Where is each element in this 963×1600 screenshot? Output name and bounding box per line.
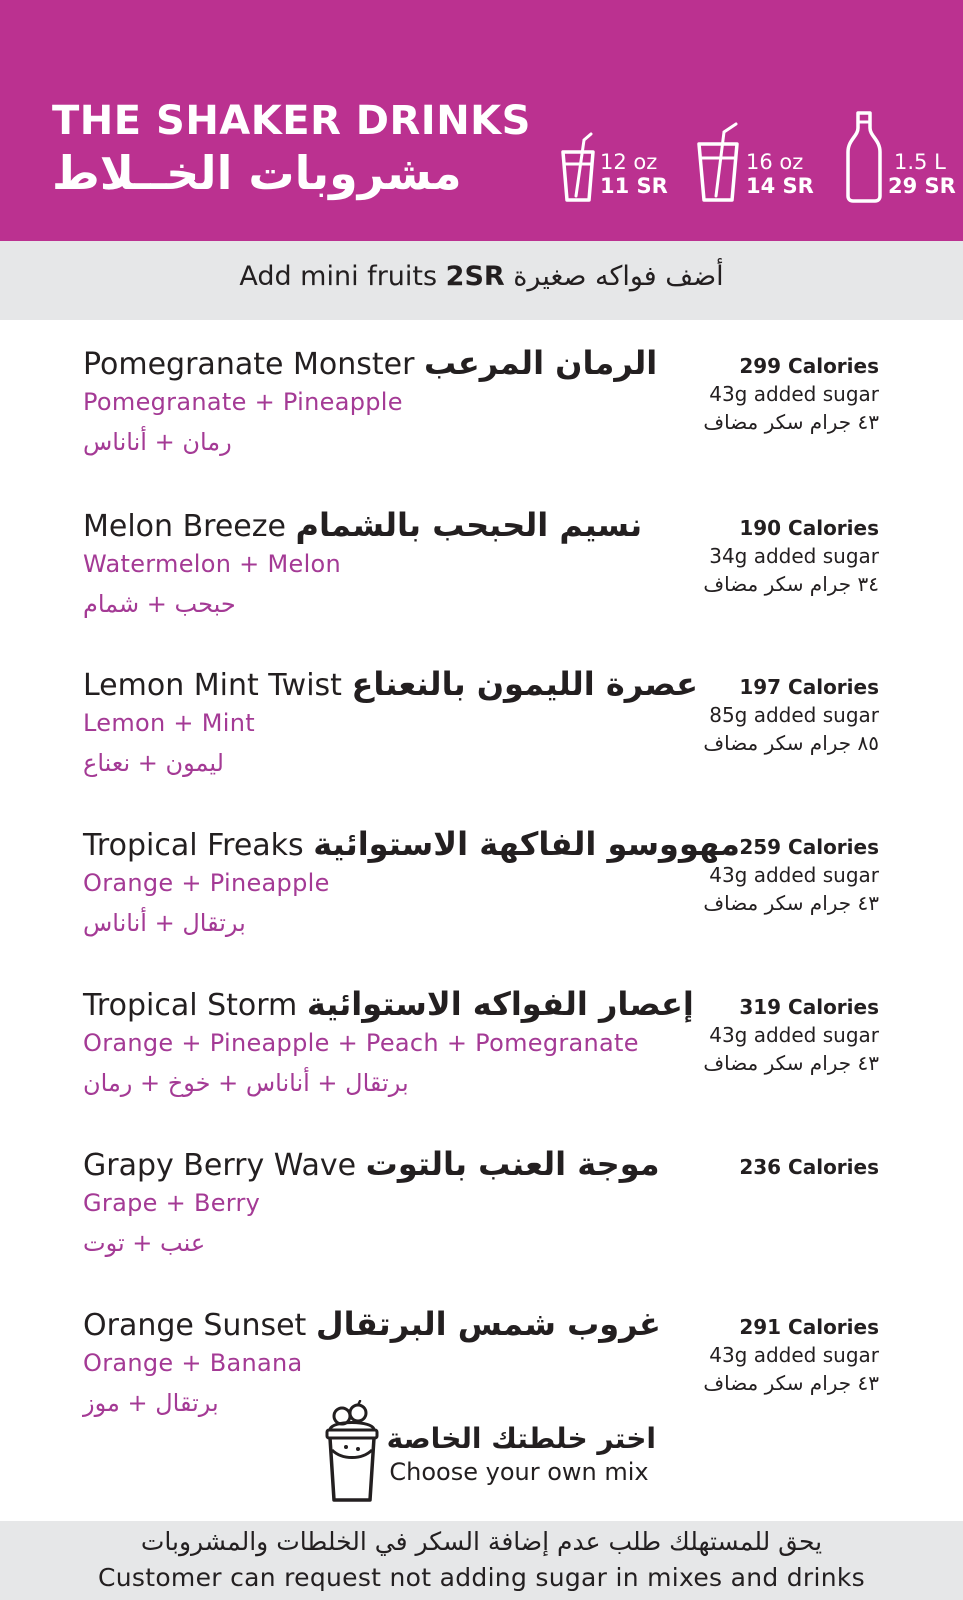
size-16oz bbox=[696, 110, 814, 210]
item-name bbox=[83, 506, 642, 544]
item-calories: 190 Calories bbox=[739, 516, 879, 540]
item-ingredients-en: Orange + Pineapple bbox=[83, 869, 330, 897]
size-label: 12 oz bbox=[600, 150, 658, 174]
item-name-en: Tropical Storm bbox=[83, 988, 298, 1023]
menu-item-lemon-mint-twist bbox=[0, 665, 963, 815]
item-name-en: Pomegranate Monster bbox=[83, 347, 415, 382]
menu-header bbox=[0, 0, 963, 241]
fruit-cup-icon bbox=[324, 1400, 380, 1504]
item-sugar-en: 43g added sugar bbox=[709, 1023, 879, 1047]
item-name bbox=[83, 344, 657, 382]
item-calories: 259 Calories bbox=[739, 835, 879, 859]
item-sugar-en: 43g added sugar bbox=[709, 863, 879, 887]
item-name-en: Orange Sunset bbox=[83, 1308, 307, 1343]
item-sugar-en: 34g added sugar bbox=[709, 544, 879, 568]
menu-title-ar: مشروبات الخــلاط bbox=[52, 146, 462, 200]
footer-note bbox=[0, 1521, 963, 1600]
item-nutrition bbox=[639, 514, 879, 598]
menu-item-pomegranate-monster bbox=[0, 344, 963, 494]
item-name-ar: غروب شمس البرتقال bbox=[315, 1305, 661, 1343]
item-calories: 197 Calories bbox=[739, 675, 879, 699]
item-ingredients-ar: برتقال + أناناس bbox=[83, 909, 246, 937]
menu-item-grapy-berry-wave bbox=[0, 1145, 963, 1295]
item-name-ar: عصرة الليمون بالنعناع bbox=[351, 665, 698, 703]
addon-text-ar: أضف فواكه صغيرة bbox=[513, 261, 724, 292]
item-ingredients-ar: ليمون + نعناع bbox=[83, 749, 224, 777]
item-name-ar: موجة العنب بالتوت bbox=[365, 1145, 660, 1183]
item-nutrition bbox=[639, 833, 879, 917]
item-sugar-ar: ٤٣ جرام سكر مضاف bbox=[703, 1051, 879, 1075]
addon-price: 2SR bbox=[445, 261, 505, 292]
item-sugar-ar: ٨٥ جرام سكر مضاف bbox=[703, 731, 879, 755]
item-name-ar: إعصار الفواكه الاستوائية bbox=[306, 985, 694, 1023]
item-ingredients-ar: عنب + توت bbox=[83, 1229, 206, 1257]
item-sugar-en: 43g added sugar bbox=[709, 382, 879, 406]
addon-line bbox=[0, 261, 963, 292]
item-sugar-ar: ٤٣ جرام سكر مضاف bbox=[703, 410, 879, 434]
item-ingredients-ar: برتقال + أناناس + خوخ + رمان bbox=[83, 1069, 409, 1097]
item-nutrition bbox=[639, 673, 879, 757]
footer-note-ar: يحق للمستهلك طلب عدم إضافة السكر في الخلطات والمشروبات bbox=[140, 1527, 823, 1556]
large-cup-icon bbox=[696, 110, 744, 205]
item-sugar-ar: ٤٣ جرام سكر مضاف bbox=[703, 1371, 879, 1395]
item-ingredients-en: Orange + Pineapple + Peach + Pomegranate bbox=[83, 1029, 639, 1057]
bottle-icon bbox=[846, 110, 882, 205]
menu-title-en: THE SHAKER DRINKS bbox=[52, 98, 531, 144]
item-calories: 236 Calories bbox=[739, 1155, 879, 1179]
menu-item-melon-breeze bbox=[0, 506, 963, 656]
item-name-en: Grapy Berry Wave bbox=[83, 1148, 357, 1183]
item-name-en: Tropical Freaks bbox=[83, 828, 304, 863]
item-name bbox=[83, 985, 694, 1023]
item-sugar-en: 85g added sugar bbox=[709, 703, 879, 727]
item-calories: 291 Calories bbox=[739, 1315, 879, 1339]
item-ingredients-ar: رمان + أناناس bbox=[83, 428, 232, 456]
item-ingredients-en: Pomegranate + Pineapple bbox=[83, 388, 403, 416]
addon-band bbox=[0, 241, 963, 320]
small-cup-icon bbox=[560, 110, 596, 205]
item-sugar-ar: ٤٣ جرام سكر مضاف bbox=[703, 891, 879, 915]
item-ingredients-ar: برتقال + موز bbox=[83, 1389, 219, 1417]
item-ingredients-en: Lemon + Mint bbox=[83, 709, 255, 737]
item-name bbox=[83, 1305, 661, 1343]
item-nutrition bbox=[639, 1313, 879, 1397]
item-sugar-en: 43g added sugar bbox=[709, 1343, 879, 1367]
size-price: 29 SR bbox=[888, 174, 956, 198]
item-ingredients-ar: حبحب + شمام bbox=[83, 590, 236, 618]
size-price: 14 SR bbox=[746, 174, 814, 198]
choose-mix-ar: اختر خلطتك الخاصة bbox=[386, 1422, 656, 1455]
choose-mix-block bbox=[320, 1400, 660, 1510]
choose-mix-en: Choose your own mix bbox=[389, 1458, 649, 1486]
item-name bbox=[83, 665, 698, 703]
addon-text-en: Add mini fruits bbox=[239, 261, 438, 292]
item-ingredients-en: Grape + Berry bbox=[83, 1189, 261, 1217]
item-nutrition bbox=[639, 993, 879, 1077]
item-name-ar: مهووسو الفاكهة الاستوائية bbox=[313, 825, 740, 863]
size-label: 16 oz bbox=[746, 150, 804, 174]
footer-note-en: Customer can request not adding sugar in mixes and drinks bbox=[98, 1563, 865, 1592]
menu-item-tropical-storm bbox=[0, 985, 963, 1135]
size-1-5l bbox=[846, 110, 956, 210]
item-nutrition bbox=[639, 352, 879, 436]
item-sugar-ar: ٣٤ جرام سكر مضاف bbox=[703, 572, 879, 596]
size-12oz bbox=[560, 110, 668, 210]
size-label: 1.5 L bbox=[894, 150, 946, 174]
item-calories: 319 Calories bbox=[739, 995, 879, 1019]
menu-item-tropical-freaks bbox=[0, 825, 963, 975]
item-name-en: Melon Breeze bbox=[83, 509, 286, 544]
item-nutrition bbox=[639, 1153, 879, 1181]
item-name bbox=[83, 1145, 660, 1183]
item-calories: 299 Calories bbox=[739, 354, 879, 378]
item-name-en: Lemon Mint Twist bbox=[83, 668, 342, 703]
item-name-ar: نسيم الحبحب بالشمام bbox=[295, 506, 643, 544]
item-ingredients-en: Watermelon + Melon bbox=[83, 550, 342, 578]
size-price: 11 SR bbox=[600, 174, 668, 198]
item-ingredients-en: Orange + Banana bbox=[83, 1349, 303, 1377]
item-name-ar: الرمان المرعب bbox=[423, 344, 658, 382]
